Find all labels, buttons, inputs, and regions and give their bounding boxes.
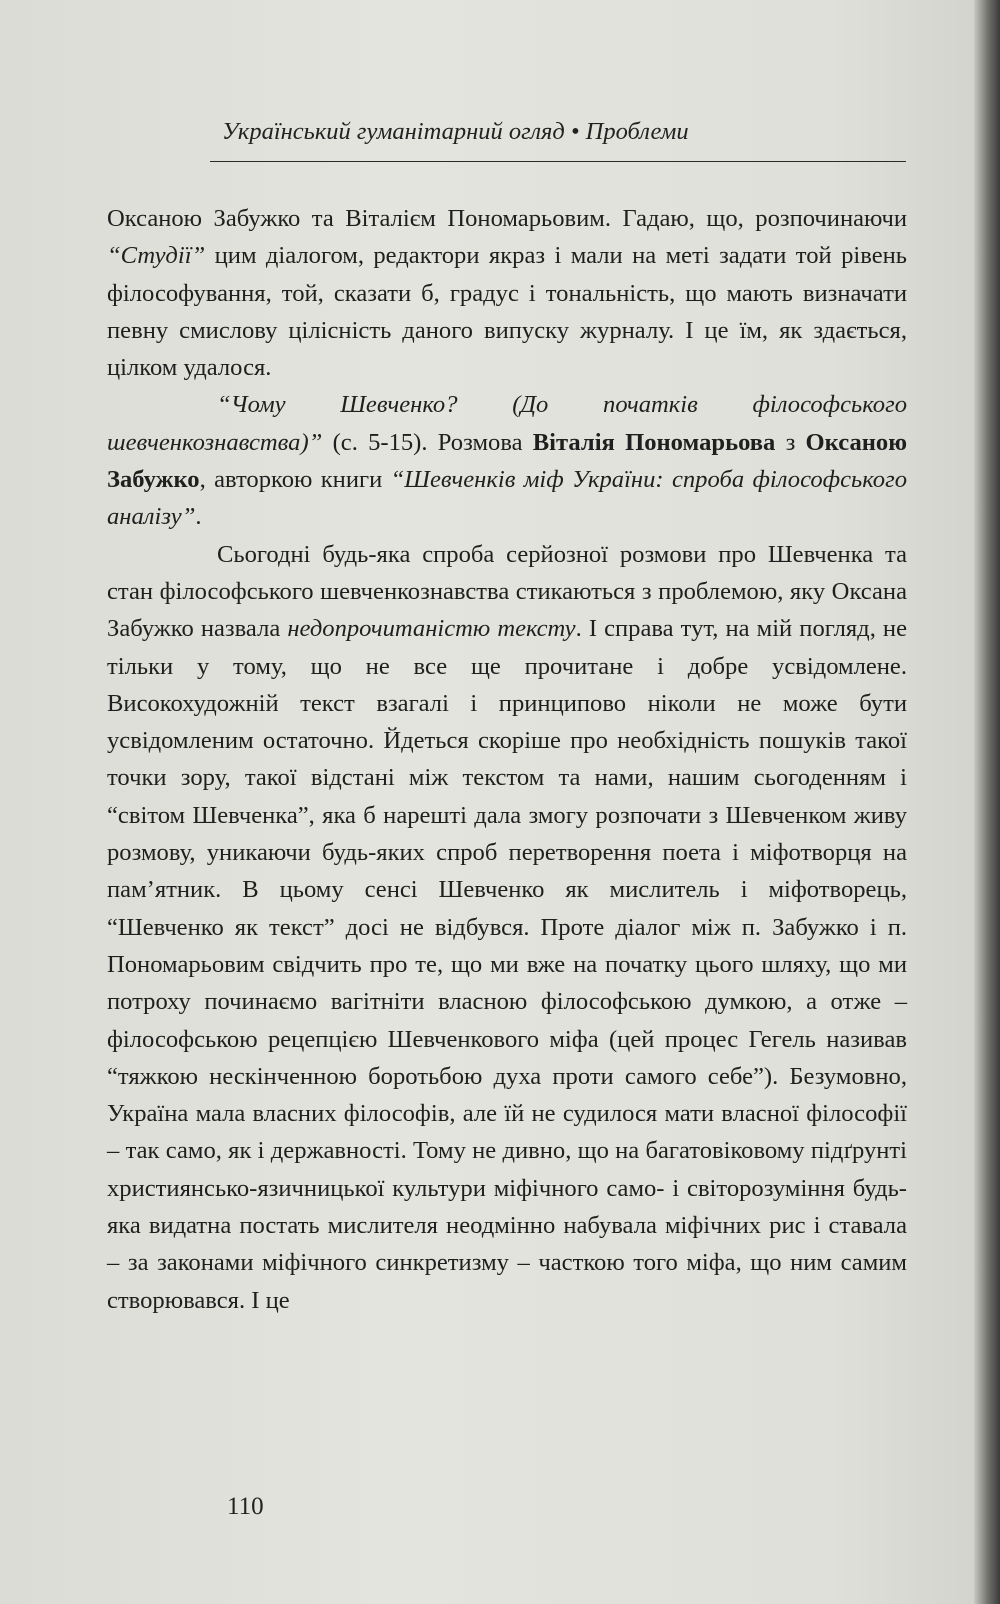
author-name-1: Віталія Пономарьова [532, 428, 776, 456]
page-number: 110 [227, 1493, 264, 1520]
journal-title: Український гуманітарний огляд [222, 118, 565, 145]
article-title: “Чому Шевченко? (До початків філософського шевченкознавства)” [107, 391, 907, 456]
paragraph-2: “Чому Шевченко? (До початків філософського шевченкознавства)” (с. 5-15). Розмова Віталія Пономарьова з Оксаною Забужко, авторкою книги “Шевченків міф України: спроба філософського аналізу”. [107, 391, 908, 531]
book-title: “Шевченків міф України: спроба філософського аналізу” [107, 466, 908, 531]
paragraph-3: Сьогодні будь-яка спроба серйозної розмови про Шевченка та стан філософського шевченкознавства стикаються з проблемою, яку Оксана Забужко назвала недопрочитаністю тексту. І справа тут, на мій погляд, не тільки у тому, що не все ще прочитане і добре усвідомлене. Високохудожній текст взагалі і принципово ніколи не може бути усвідомленим остаточно. Йдеться скоріше про необхідність пошуків такої точки зору, такої відстані між текстом та нами, нашим сьогоденням і “світом Шевченка”, яка б нарешті дала змогу розпочати з Шевченком живу розмову, уникаючи будь-яких спроб перетворення поета і міфотворця на пам’ятник. В цьому сенсі Шевченко як мислитель і міфотворець, “Шевченко як текст” досі не відбувся. Проте діалог між п. Забужко і п. Пономарьовим свідчить про те, що ми вже на початку цього шляху, що ми потроху починаємо вагітніти власною філософською думкою, а отже – філософською рецепцією Шевченкового міфа (цей процес Гегель називав “тяжкою нескінченною боротьбою духа проти самого себе”). Безумовно, Україна мала власних філософів, але їй не судилося мати власної філософії – так само, як і державності. Тому не дивно, що на багатовіковому підґрунті християнсько-язичницької культури міфічного само- і світорозуміння будь-яка видатна постать мислителя неодмінно набувала міфічних рис і ставала – за законами міфічного синкретизму – часткою того міфа, що ним самим створювався. І це [107, 540, 907, 1314]
book-gutter-shadow [974, 0, 1000, 1604]
paragraph-1: Оксаною Забужко та Віталієм Пономарьовим. Гадаю, що, розпочинаючи “Студії” цим діалогом, редактори якраз і мали на меті задати той рівень філософування, той, сказати б, градус і тональність, що мають визначати певну смислову цілісність даного випуску журналу. І це їм, як здається, цілком удалося. [107, 205, 907, 382]
term-italic: недопрочитаністю тексту [287, 615, 576, 643]
running-head [222, 118, 762, 146]
author-name-2: Оксаною Забужко [107, 428, 908, 494]
journal-name-italic: “Студії” [107, 242, 206, 270]
header-separator: • [570, 118, 580, 145]
section-title: Проблеми [585, 118, 689, 145]
body-text [107, 200, 907, 1319]
header-rule [210, 161, 906, 162]
